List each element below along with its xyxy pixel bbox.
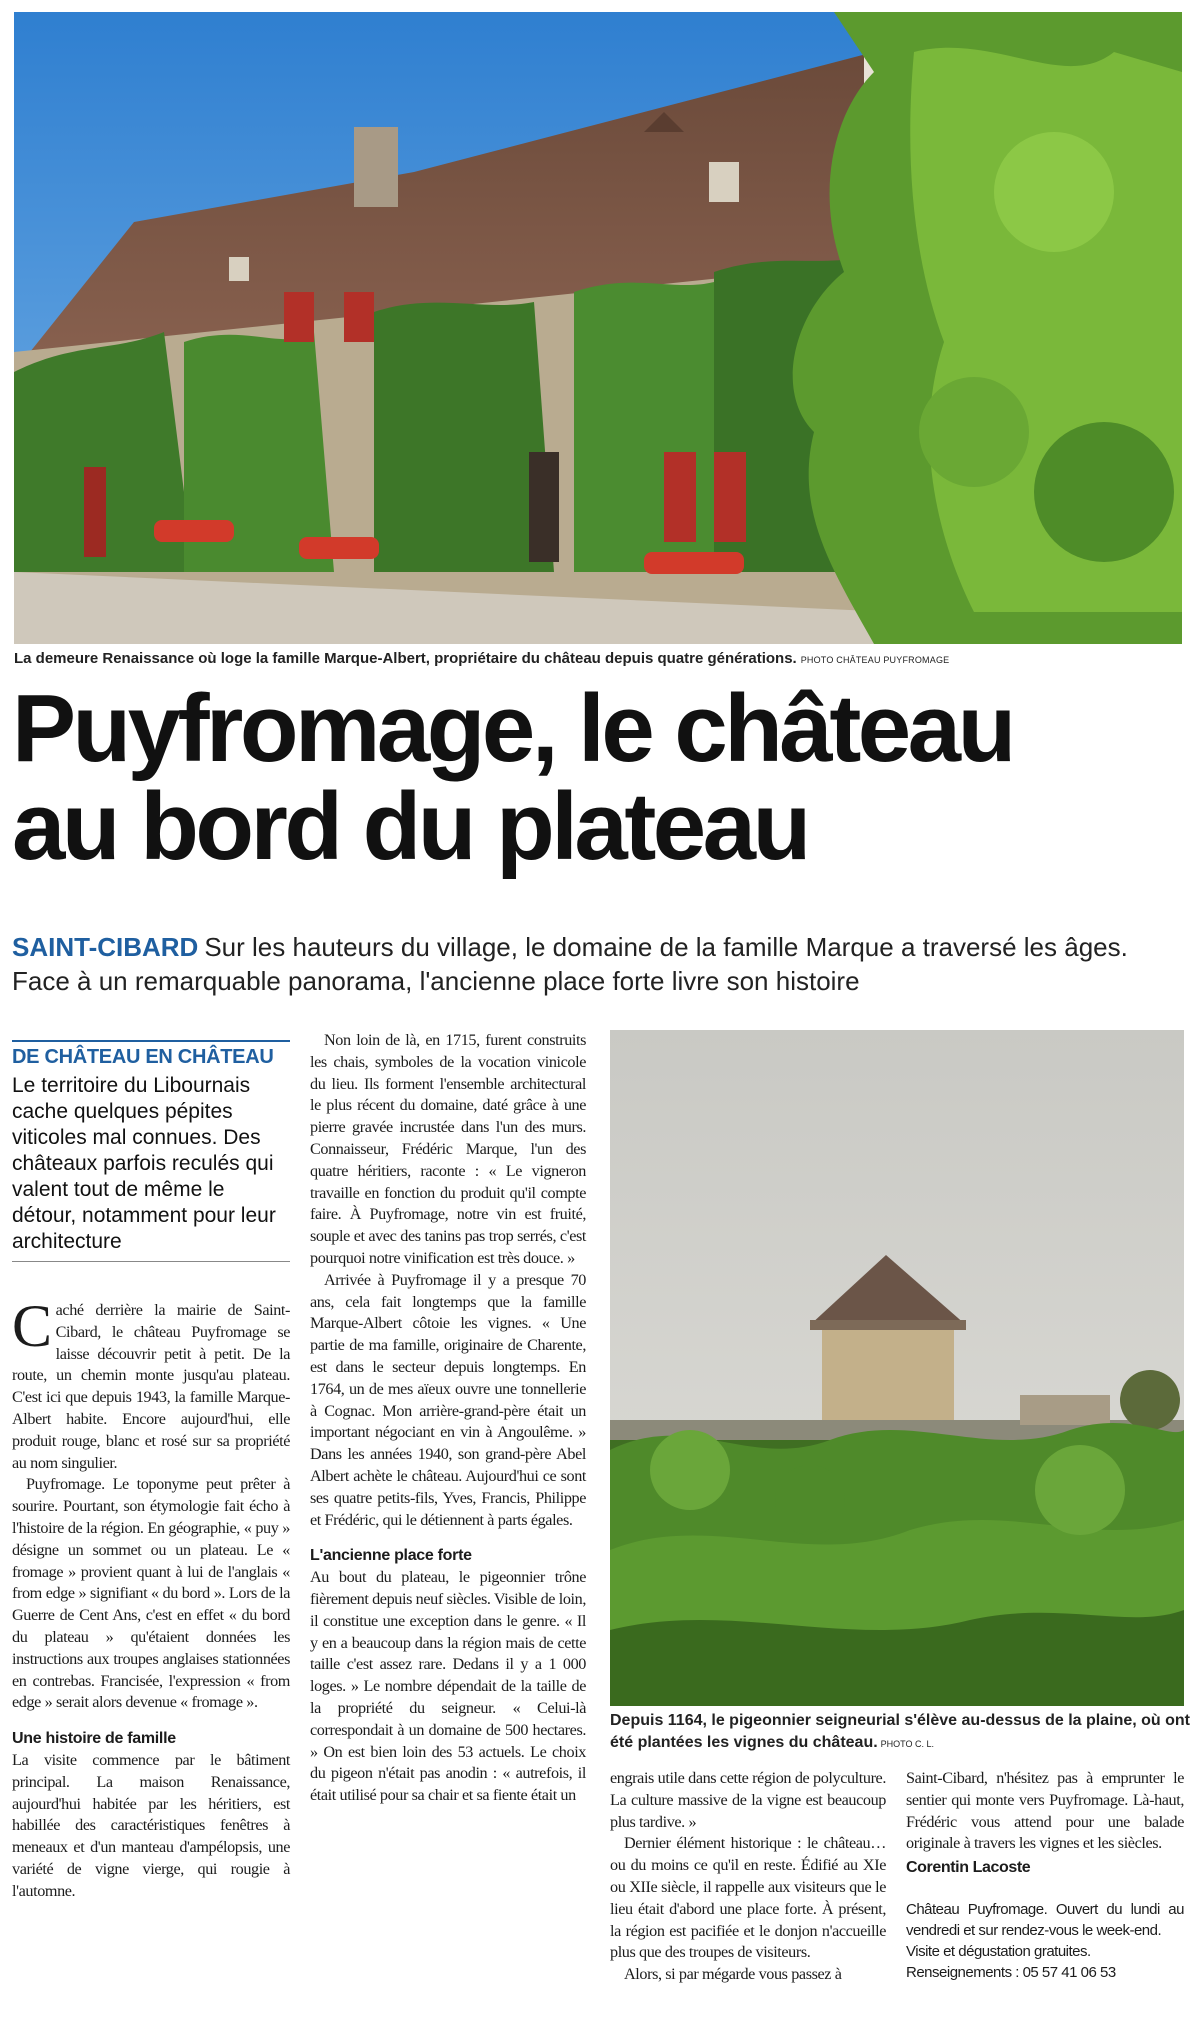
article-column-4 [906, 1768, 1184, 1983]
article-column-3 [610, 1768, 886, 1986]
col1-paragraph-1 [12, 1293, 290, 1474]
article-column-2 [310, 1030, 586, 1807]
sidebar-text: Le territoire du Libournais cache quelques pépites viticoles mal connues. Des châteaux parfois reculés qui valent tout de même le détour, notamment pour leur architecture [12, 1073, 290, 1262]
col3-paragraph-3: Alors, si par mégarde vous passez à [624, 1965, 842, 1984]
col1-paragraph-1-text: aché derrière la mairie de Saint-Cibard, le château Puyfromage se laisse découvrir petit à petit. De la route, un chemin monte jusqu'au plateau. C'est ici que depuis 1943, la famille Marque-Albert habite. Encore aujourd'hui, elle produit rouge, blanc et rosé sur sa propriété au nom singulier. [12, 1301, 290, 1472]
sidebar-box [12, 1040, 290, 1262]
pigeonnier-caption [610, 1710, 1190, 1755]
col1-paragraph-2: Puyfromage. Le toponyme peut prêter à sourire. Pourtant, son étymologie fait écho à l'histoire de la région. En géographie, « puy » désigne un sommet ou un plateau. Le « fromage » provient quant à lui de l'anglais « from edge » signifiant « du bord ». Lors de la Guerre de Cent Ans, c'est en effet « du bord du plateau » qu'étaient données les instructions aux troupes anglaises stationnées en contrebas. Francisée, l'expression « from edge » serait alors devenue « fromage ». [12, 1475, 290, 1712]
hero-caption-text: La demeure Renaissance où loge la famille Marque-Albert, propriétaire du château depuis quatre générations. [14, 650, 797, 667]
headline-line-2: au bord du plateau [12, 773, 808, 880]
hero-photo [14, 12, 1182, 644]
col1-paragraph-3: La visite commence par le bâtiment principal. La maison Renaissance, aujourd'hui habitée par les héritiers, est habillée des caractéristiques fenêtres à meneaux et d'un manteau d'ampélopsis, une variété de vigne vierge, qui rougie à l'automne. [12, 1750, 290, 1900]
dropcap: C [12, 1293, 52, 1359]
col4-paragraph-1: Saint-Cibard, n'hésitez pas à emprunter le sentier qui monte vers Puyfromage. Là-haut, Frédéric vous attend pour une balade originale à travers les vignes et les siècles. [906, 1769, 1184, 1853]
info-box [906, 1899, 1184, 1983]
col1-subheading: Une histoire de famille [12, 1730, 176, 1748]
col2-paragraph-1: Non loin de là, en 1715, furent construits les chais, symboles de la vocation vinicole du lieu. Ils forment l'ensemble architectural le plus récent du domaine, daté grâce à une pierre gravée incrustée dans l'un des murs. Connaisseur, Frédéric Marque, l'un des quatre héritiers, raconte : « Le vigneron travaille en fonction du produit qu'il compte faire. À Puyfromage, notre vin est fruité, souple et avec des tanins pas trop serrés, c'est pourquoi notre vinification est très douce. » [310, 1031, 586, 1267]
standfirst [12, 930, 1172, 998]
pigeonnier-photo [610, 1030, 1184, 1706]
col2-paragraph-3: Au bout du plateau, le pigeonnier trône fièrement depuis neuf siècles. Visible de loin, il constitue une exception dans le genre. « Il y en a beaucoup dans la région mais de cette taille c'est assez rare. Dedans il y a 1 000 loges. » Le nombre dépendait de la taille de la propriété du seigneur. « Celui-là correspondait à un domaine de 500 hectares. » On est bien loin des 53 actuels. Le choix du pigeon n'était pas anodin : « autrefois, il était utilisé pour sa chair et sa fiente était un [310, 1568, 586, 1805]
standfirst-kicker: SAINT-CIBARD [12, 932, 199, 962]
col3-paragraph-2: Dernier élément historique : le château… ou du moins ce qu'il en reste. Édifié au XIe ou XIIe siècle, il rappelle aux visiteurs que le lieu était d'abord une place forte. À présent, la région est pacifiée et le donjon n'accueille plus que des troupes de visiteurs. [610, 1834, 886, 1962]
col3-paragraph-1: engrais utile dans cette région de polyculture. La culture massive de la vigne est beaucoup plus tardive. » [610, 1769, 886, 1831]
author-signature: Corentin Lacoste [906, 1859, 1031, 1877]
pigeonnier-caption-text: Depuis 1164, le pigeonnier seigneurial s'élève au-dessus de la plaine, où ont été plantées les vignes du château. [610, 1712, 1190, 1751]
standfirst-text: Sur les hauteurs du village, le domaine de la famille Marque a traversé les âges. Face à un remarquable panorama, l'ancienne place forte livre son histoire [12, 932, 1128, 996]
info-hours: Château Puyfromage. Ouvert du lundi au vendredi et sur rendez-vous le week-end. [906, 1900, 1184, 1939]
hero-credit: PHOTO CHÂTEAU PUYFROMAGE [800, 655, 950, 665]
hero-caption [14, 650, 1184, 667]
headline [12, 675, 1192, 880]
col2-subheading: L'ancienne place forte [310, 1547, 472, 1565]
article-column-1 [12, 1293, 290, 1903]
col2-paragraph-2: Arrivée à Puyfromage il y a presque 70 ans, cela fait longtemps que la famille Marque-Albert côtoie les vignes. « Une partie de ma famille, originaire de Charente, est dans le secteur depuis longtemps. En 1764, un de mes aïeux ouvre une tonnellerie à Cognac. Mon arrière-grand-père était un important négociant en vin à Angoulême. » Dans les années 1940, son grand-père Abel Albert achète le château. Aujourd'hui ce sont ses quatre petits-fils, Yves, Francis, Philippe et Frédéric, qui le détiennent à parts égales. [310, 1270, 586, 1529]
pigeonnier-credit: PHOTO C. L. [880, 1739, 935, 1749]
headline-line-1: Puyfromage, le château [12, 675, 1013, 782]
info-visit: Visite et dégustation gratuites. [906, 1942, 1091, 1960]
info-phone: Renseignements : 05 57 41 06 53 [906, 1963, 1116, 1981]
sidebar-title: DE CHÂTEAU EN CHÂTEAU [12, 1040, 290, 1069]
